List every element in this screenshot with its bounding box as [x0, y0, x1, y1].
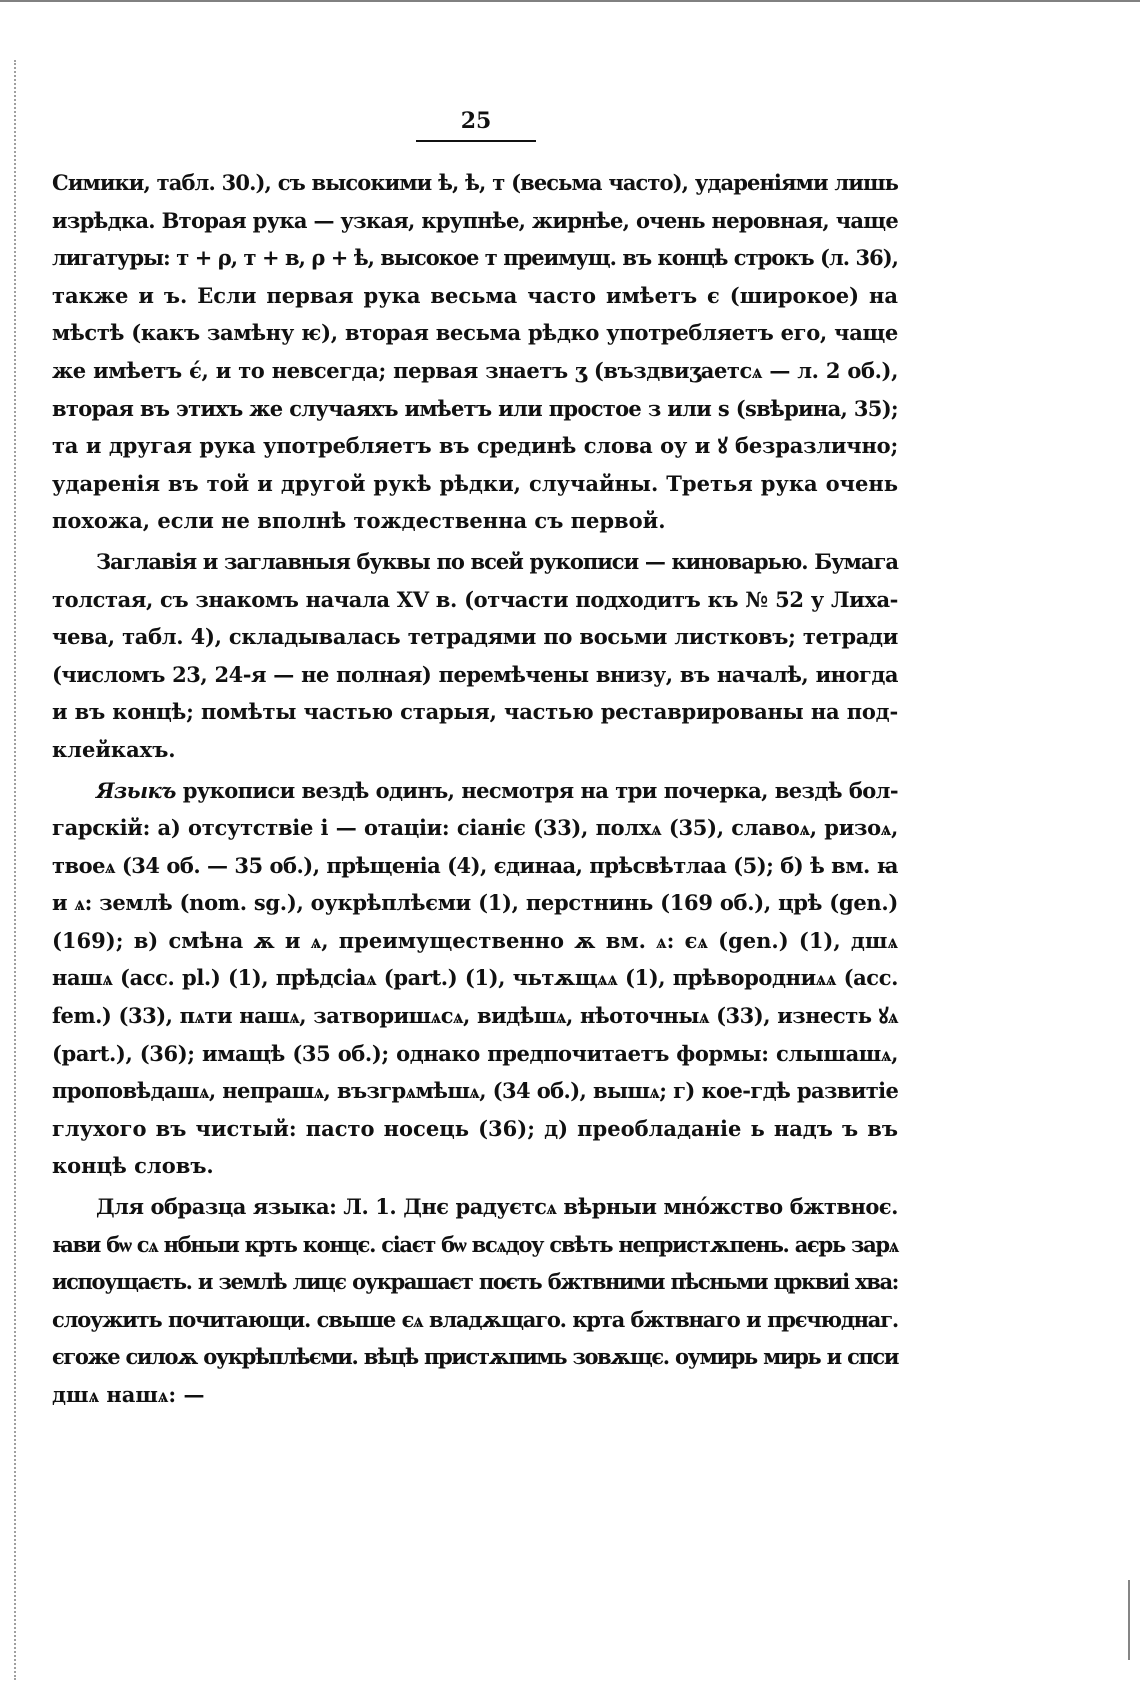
text-line: Заглавія и заглавныя буквы по всей рукописи — киноварью. Бумага — [96, 548, 898, 574]
text-line: єгоже силоѫ оукрѣплѣєми. вѣцѣ пристѫпимь зовѫщє. оумирь мирь и спси — [52, 1344, 898, 1370]
paragraph-language-sample — [52, 1188, 898, 1414]
page-number-rule — [416, 140, 536, 142]
text-line: испоущаєть. и землѣ лицє оукрашаєт поєть бжтвними пѣсньми црквиі хва: — [52, 1269, 898, 1295]
text-line: нашѧ (acc. pl.) (1), прѣдсіаѧ (part.) (1), чьтѫщѧѧ (1), прѣвородниѧѧ (acc. — [52, 965, 898, 991]
text-line: fem.) (33), пѧти нашѧ, затворишѧсѧ, видѣшѧ, нѣоточныѧ (33), изнесть ꙋѧ — [52, 1003, 898, 1029]
text-line: чева, табл. 4), складывалась тетрадями по восьми листковъ; тетради — [52, 624, 898, 650]
page-number: 25 — [460, 108, 492, 134]
paragraph-hands-description — [52, 164, 898, 540]
text-line: ударенія въ той и другой рукѣ рѣдки, случайны. Третья рука очень — [52, 470, 898, 496]
paragraph-paper-description — [52, 543, 898, 769]
text-line: вторая въ этихъ же случаяхъ имѣетъ или простое з или ѕ (ѕвѣрина, 35); — [52, 395, 898, 421]
text-line: же имѣетъ є́, и то невсегда; первая знаетъ ӡ (въздвиӡаетсѧ — л. 2 об.), — [52, 357, 898, 383]
text-line: дшѧ нашѧ: — — [52, 1382, 205, 1407]
text-line: (числомъ 23, 24-я — не полная) перемѣчены внизу, въ началѣ, иногда — [52, 661, 898, 687]
body-text — [52, 164, 898, 1417]
text-fragment: рукописи вездѣ одинъ, несмотря на три почерка, вездѣ бол- — [175, 777, 898, 803]
text-line: ꙗви бѡ сѧ нбныи крть концє. сіаєт бѡ всѧдоу свѣть непристѫпень. аєрь зарѧ — [52, 1231, 898, 1257]
text-line: (part.), (36); имащѣ (35 об.); однако предпочитаетъ формы: слышашѧ, — [52, 1040, 898, 1066]
text-line: концѣ словъ. — [52, 1153, 214, 1179]
text-line: та и другая рука употребляетъ въ срединѣ слова оу и ꙋ безразлично; — [52, 433, 898, 459]
text-line: клейкахъ. — [52, 736, 176, 762]
text-line: Для образца языка: Л. 1. Днє радуєтсѧ вѣрныи мно́жство бжтвноє. — [96, 1194, 898, 1220]
text-line: также и ъ. Если первая рука весьма часто имѣетъ є (широкое) на — [52, 282, 898, 308]
text-line: и ѧ: землѣ (nom. sg.), оукрѣплѣєми (1), перстнинь (169 об.), црѣ (gen.) — [52, 890, 898, 916]
language-lead-word: Языкъ — [96, 777, 176, 803]
text-line: твоеѧ (34 об. — 35 об.), прѣщеніа (4), єдинаа, прѣсвѣтлаа (5); б) ѣ вм. ꙗ — [52, 852, 898, 878]
text-line: похожа, если не вполнѣ тождественна съ первой. — [52, 508, 666, 534]
scan-top-edge — [0, 0, 1140, 10]
text-line: лигатуры: т + ρ, т + в, ρ + ѣ, высокое т преимущ. въ концѣ строкъ (л. 36), — [52, 245, 898, 271]
text-line: мѣстѣ (какъ замѣну ѥ), вторая весьма рѣдко употребляетъ его, чаще — [52, 320, 898, 346]
text-line: и въ концѣ; помѣты частью старыя, частью реставрированы на под- — [52, 699, 898, 725]
scan-binding-edge — [14, 60, 18, 1680]
text-line: глухого въ чистый: пасто носець (36); д) преобладаніе ь надъ ъ въ — [52, 1115, 898, 1141]
text-line: проповѣдашѧ, непрашѧ, възгрѧмѣшѧ, (34 об.), вышѧ; г) кое-гдѣ развитіе — [52, 1078, 899, 1104]
scan-right-mark — [1128, 1580, 1130, 1660]
paragraph-language — [52, 772, 898, 1186]
text-line: Симики, табл. 30.), съ высокими ѣ, ѣ, т (весьма часто), удареніями лишь — [52, 170, 898, 195]
text-line — [52, 772, 898, 810]
text-line: слоужить почитающи. свыше єѧ владѫщаго. крта бжтвнаго и прєчюднаг. — [52, 1306, 898, 1332]
text-line: толстая, съ знакомъ начала XV в. (отчасти подходитъ къ № 52 у Лиха- — [52, 586, 898, 612]
text-line: изрѣдка. Вторая рука — узкая, крупнѣе, жирнѣе, очень неровная, чаще — [52, 207, 898, 233]
text-line: гарскій: а) отсутствіе і — отаціи: сіаніє (33), полхѧ (35), славоѧ, ризоѧ, — [52, 815, 898, 841]
text-line: (169); в) смѣна ѫ и ѧ, преимущественно ѫ вм. ѧ: єѧ (gen.) (1), дшѧ — [52, 927, 898, 953]
